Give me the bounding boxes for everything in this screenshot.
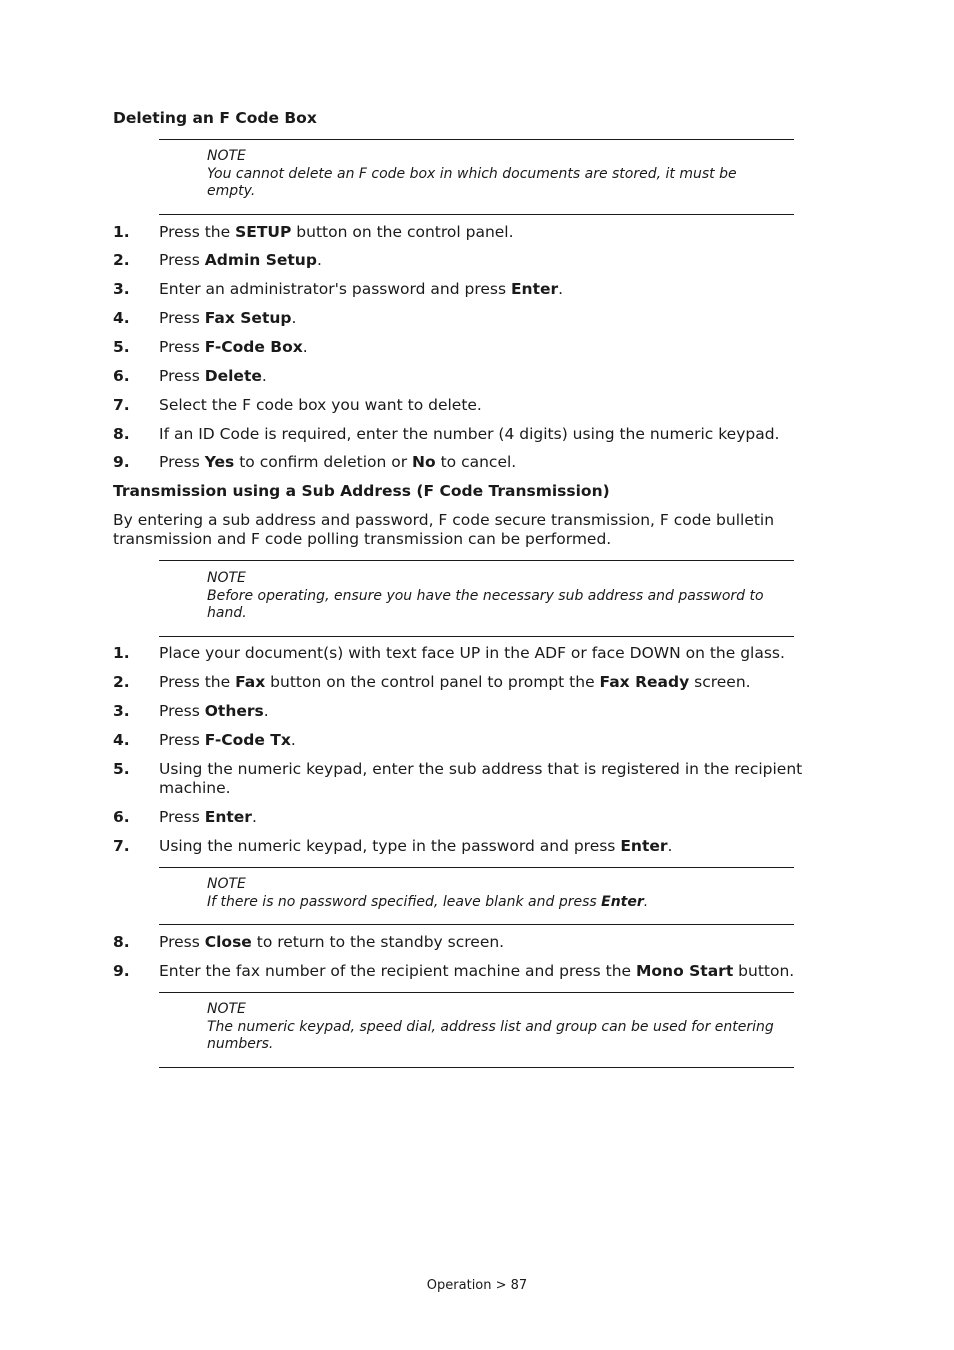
step-fragment: . — [251, 808, 257, 826]
step-number: 7. — [113, 396, 130, 414]
step-emphasis: Others — [204, 702, 264, 720]
step-emphasis: Fax — [235, 673, 266, 691]
step-emphasis: Mono Start — [635, 962, 734, 980]
step-fragment: button on the control panel to prompt the — [265, 673, 600, 691]
step-fragment: Press — [159, 702, 205, 720]
step-number: 1. — [113, 223, 130, 241]
step-emphasis: F-Code Box — [204, 338, 303, 356]
step-fragment: Using the numeric keypad, type in the password and press — [159, 837, 621, 855]
step-item — [113, 673, 833, 692]
step-number: 1. — [113, 644, 130, 662]
step-fragment: Enter the fax number of the recipient machine and press the — [159, 962, 636, 980]
step-text — [159, 760, 833, 798]
step-number: 2. — [113, 251, 130, 269]
step-text — [159, 367, 833, 386]
note-box — [159, 139, 794, 215]
step-number: 8. — [113, 425, 130, 443]
step-emphasis: No — [412, 453, 436, 471]
step-fragment: Place your document(s) with text face UP in the ADF or face DOWN on the glass. — [159, 644, 785, 662]
note-label: NOTE — [207, 148, 246, 164]
step-fragment: . — [667, 837, 673, 855]
step-text — [159, 396, 833, 415]
note-label: NOTE — [207, 570, 246, 586]
step-fragment: Using the numeric keypad, enter the sub address that is registered in the recipient machine. — [159, 760, 803, 797]
step-emphasis: Enter — [204, 808, 252, 826]
step-fragment: Press — [159, 808, 205, 826]
note-text: You cannot delete an F code box in which documents are stored, it must be empty. — [207, 165, 737, 199]
step-fragment: screen. — [689, 673, 751, 691]
step-fragment: . — [558, 280, 564, 298]
step-number: 4. — [113, 731, 130, 749]
step-fragment: . — [316, 251, 322, 269]
step-fragment: Press — [159, 731, 205, 749]
step-fragment: Press the — [159, 223, 236, 241]
step-fragment: Press the — [159, 673, 236, 691]
step-item — [113, 223, 833, 242]
step-fragment: button. — [733, 962, 795, 980]
step-item — [113, 760, 833, 798]
note-text: If there is no password specified, leave blank and press Enter. — [207, 893, 649, 910]
step-text — [159, 702, 833, 721]
step-text — [159, 338, 833, 357]
note-content — [207, 570, 777, 623]
step-number: 6. — [113, 367, 130, 385]
step-item — [113, 396, 833, 415]
note-label: NOTE — [207, 876, 246, 892]
step-text — [159, 933, 833, 952]
step-emphasis: Delete — [204, 367, 262, 385]
step-text — [159, 808, 833, 827]
step-fragment: Press — [159, 251, 205, 269]
step-item — [113, 309, 833, 328]
step-text — [159, 644, 833, 663]
step-emphasis: F-Code Tx — [204, 731, 291, 749]
step-text — [159, 280, 833, 299]
step-item — [113, 338, 833, 357]
step-item — [113, 731, 833, 750]
section-heading-f-code-transmission: Transmission using a Sub Address (F Code Transmission) — [113, 482, 610, 500]
step-emphasis: Fax Setup — [204, 309, 292, 327]
step-emphasis: SETUP — [235, 223, 292, 241]
step-fragment: Press — [159, 367, 205, 385]
step-fragment: Press — [159, 309, 205, 327]
step-fragment: . — [302, 338, 308, 356]
note-content — [207, 876, 777, 911]
step-number: 9. — [113, 453, 130, 471]
page-footer: Operation > 87 — [426, 1278, 528, 1293]
step-number: 3. — [113, 280, 130, 298]
step-number: 5. — [113, 760, 130, 778]
step-number: 8. — [113, 933, 130, 951]
step-item — [113, 837, 833, 856]
step-item — [113, 251, 833, 270]
step-emphasis: Admin Setup — [204, 251, 317, 269]
step-fragment: . — [291, 309, 297, 327]
step-text — [159, 962, 833, 981]
step-number: 7. — [113, 837, 130, 855]
step-fragment: . — [261, 367, 267, 385]
step-number: 6. — [113, 808, 130, 826]
step-item — [113, 453, 833, 472]
note-text: The numeric keypad, speed dial, address list and group can be used for entering numbers. — [207, 1018, 774, 1052]
step-fragment: . — [290, 731, 296, 749]
step-number: 3. — [113, 702, 130, 720]
step-emphasis: Enter — [620, 837, 668, 855]
step-text — [159, 425, 833, 444]
step-emphasis: Fax Ready — [599, 673, 690, 691]
step-text — [159, 731, 833, 750]
section-heading-delete-f-code-box: Deleting an F Code Box — [113, 109, 317, 127]
step-item — [113, 933, 833, 952]
step-fragment: to cancel. — [435, 453, 517, 471]
step-text — [159, 453, 833, 472]
step-item — [113, 425, 833, 444]
step-number: 4. — [113, 309, 130, 327]
step-text — [159, 837, 833, 856]
step-emphasis: Close — [204, 933, 252, 951]
step-fragment: Press — [159, 933, 205, 951]
note-label: NOTE — [207, 1001, 246, 1017]
note-box — [159, 560, 794, 637]
step-item — [113, 808, 833, 827]
step-fragment: Press — [159, 338, 205, 356]
note-text: Before operating, ensure you have the necessary sub address and password to hand. — [207, 587, 764, 621]
step-emphasis: Yes — [204, 453, 235, 471]
step-text — [159, 309, 833, 328]
step-text — [159, 673, 833, 692]
step-number: 9. — [113, 962, 130, 980]
step-number: 2. — [113, 673, 130, 691]
step-fragment: . — [263, 702, 269, 720]
step-text — [159, 251, 833, 270]
step-item — [113, 644, 833, 663]
step-fragment: If an ID Code is required, enter the number (4 digits) using the numeric keypad. — [159, 425, 780, 443]
note-box — [159, 867, 794, 925]
step-fragment: to confirm deletion or — [234, 453, 413, 471]
note-content — [207, 148, 777, 201]
step-text — [159, 223, 833, 242]
step-fragment: Select the F code box you want to delete. — [159, 396, 482, 414]
step-fragment: button on the control panel. — [291, 223, 514, 241]
step-number: 5. — [113, 338, 130, 356]
note-content — [207, 1001, 777, 1054]
step-fragment: Press — [159, 453, 205, 471]
intro-paragraph: By entering a sub address and password, F code secure transmission, F code bulletin transmission and F code polling transmission can be performed. — [113, 511, 775, 548]
step-item — [113, 962, 833, 981]
step-item — [113, 280, 833, 299]
note-box — [159, 992, 794, 1068]
step-emphasis: Enter — [510, 280, 559, 298]
step-fragment: to return to the standby screen. — [251, 933, 505, 951]
step-item — [113, 702, 833, 721]
step-fragment: Enter an administrator's password and press — [159, 280, 511, 298]
step-item — [113, 367, 833, 386]
